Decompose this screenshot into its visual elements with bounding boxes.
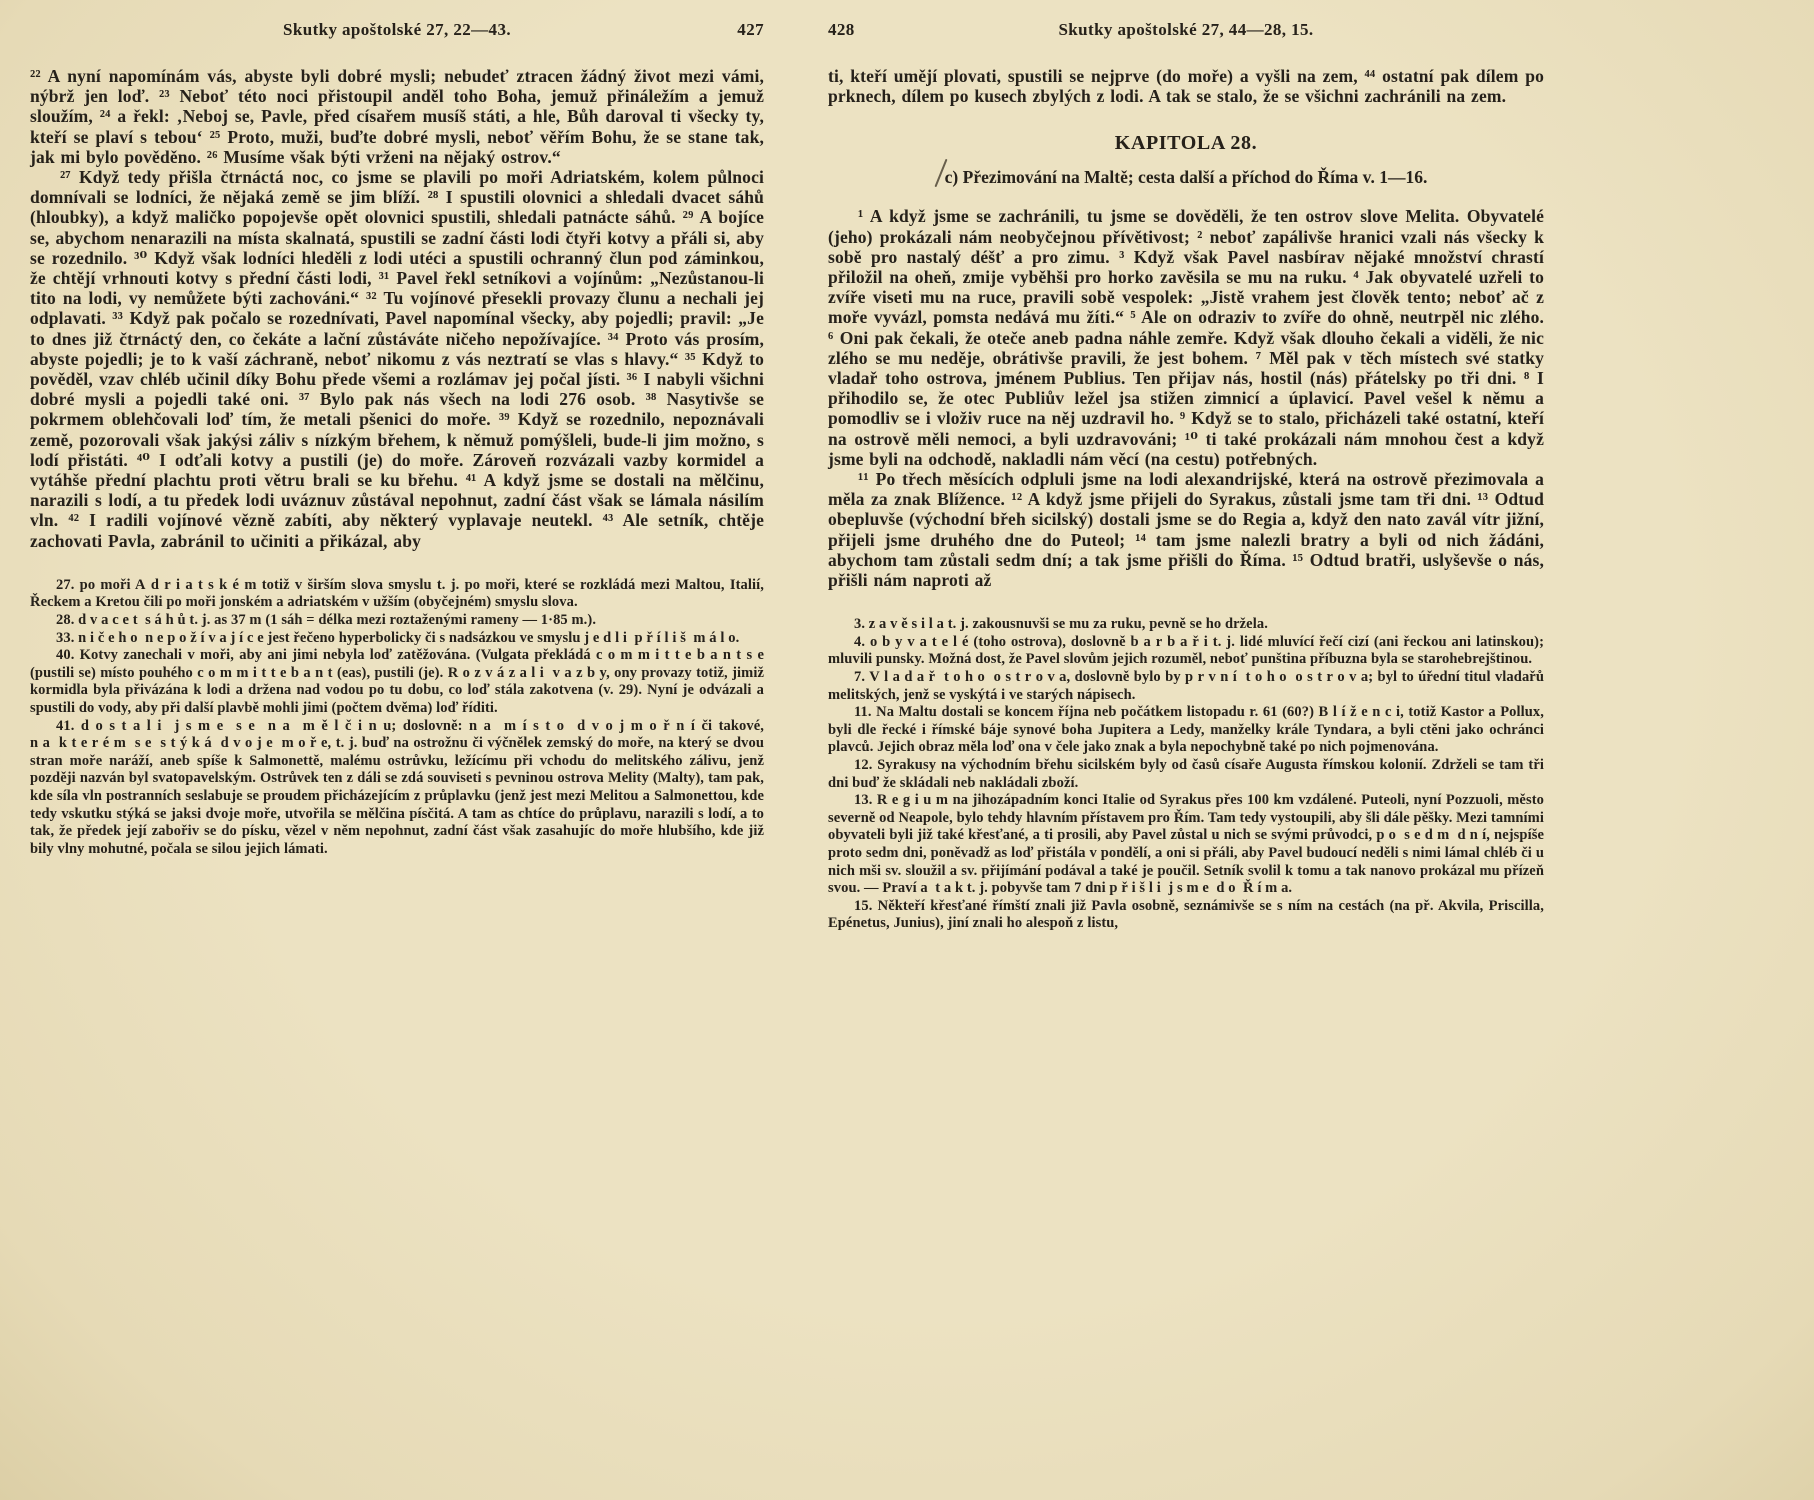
footnote: 3. z a v ě s i l a t. j. zakousnuvši se mu za ruku, pevně se ho držela.	[854, 616, 1268, 633]
right-page	[828, 20, 1544, 933]
footnote: 12. Syrakusy na východním břehu sicilském byly od časů císaře Augusta římskou kolonií. Zdrželi se tam tři dni buď že skládali neb nakládali zboží.	[828, 757, 1544, 791]
running-header-right	[828, 20, 1544, 40]
left-page	[30, 20, 764, 933]
scripture-text	[828, 206, 1544, 590]
page-number: 428	[828, 20, 855, 39]
footnote: 27. po moři A d r i a t s k é m totiž v širším slova smyslu t. j. po moři, které se rozkládá mezi Maltou, Italií, Řeckem a Kretou čili po moři jonském a adriatském v užším (obyčejném) smyslu slova.	[30, 576, 764, 611]
footnote: 4. o b y v a t e l é (toho ostrova), doslovně b a r b a ř i t. j. lidé mluvící řečí cizí (ani řeckou ani latinskou); mluvili punsky. Možná dost, že Pavel slovům jejich rozuměl, neboť punština příbuzna byla se starohebrejštinou.	[828, 633, 1544, 668]
footnote: 13. R e g i u m na jihozápadním konci Italie od Syrakus přes 100 km vzdálené. Puteoli, nyní Pozzuoli, město severně od Neapole, bylo tehdy hlavním přístavem pro Řím. Tam tedy vystoupili, aby šli dále pěšky. Mezi tamními obyvateli byli již také křesťané, a ti prosili, aby Pavel zůstal u nich se svými průvodci, p o s e d m d n í, nejspíše proto sedm dni, poněvadž as loď přistála v pondělí, a oni si přáli, aby Pavel budoucí neděli s nimi lámal chléb či u nich mši sv. sloužil a sv. přijímání podával a také je poučil. Setník svolil k tomu a tak nanovo prokázal mu přízeň svou. — Praví a t a k t. j. pobyvše tam 7 dni p ř i š l i j s m e d o Ř í m a.	[828, 792, 1544, 897]
footnote: 15. Někteří křesťané římští znali již Pavla osobně, seznámivše se s ním na cestách (na př. Akvila, Priscilla, Epénetus, Junius), jiní znali ho alespoň z listu,	[828, 897, 1544, 932]
running-title: Skutky apoštolské 27, 44—28, 15.	[1058, 20, 1314, 39]
footnote: 28. d v a c e t s á h ů t. j. as 37 m (1 sáh = délka mezi roztaženými rameny — 1·85 m.).	[56, 612, 597, 629]
scripture-text-continuation	[828, 66, 1544, 106]
footnote: 33. n i č e h o n e p o ž í v a j í c e jest řečeno hyperbolicky či s nadsázkou ve smyslu j e d l i p ř í l i š m á l o.	[56, 629, 740, 646]
footnote: 40. Kotvy zanechali v moři, aby ani jimi nebyla loď zatěžována. (Vulgata překládá c o m m i t t e b a n t s e (pustili se) místo pouhého c o m m i t t e b a n t (eas), pustili (je). R o z v á z a l i v a z b y, ony provazy totiž, jimiž kormidla byla přivázána k lodi a držena nad vodou po tu dobu, co loď stála zakotvena (v. 29). Nyní je odvázali a spustili do vody, aby při další plavbě mohli jimi (počtem dvěma) loď říditi.	[30, 647, 764, 717]
verse-paragraph: ti, kteří umějí plovati, spustili se nejprve (do moře) a vyšli na zem, ⁴⁴ ostatní pak dílem po prknech, dílem po kusech zbylých z lodi. A tak se stalo, že se všichni zachránili na zem.	[828, 66, 1544, 107]
page-number: 427	[737, 20, 764, 39]
verse-paragraph: ²² A nyní napomínám vás, abyste byli dobré mysli; nebudeť ztracen žádný život mezi vámi, nýbrž jen loď. ²³ Neboť této noci přistoupil anděl toho Boha, jemuž přináležím a jemuž sloužím, ²⁴ a řekl: ‚Neboj se, Pavle, před císařem musíš státi, a hle, Bůh daroval ti všecky ty, kteří se plaví s tebou‘ ²⁵ Proto, muži, buďte dobré mysli, neboť věřím Bohu, že se stane tak, jak mi bylo pověděno. ²⁶ Musíme však býti vrženi na nějaký ostrov.“	[30, 66, 764, 167]
footnote: 7. V l a d a ř t o h o o s t r o v a, doslovně bylo by p r v n í t o h o o s t r o v a; byl to úřední titul vladařů melitských, jenž se vyskýtá i ve starých nápisech.	[828, 669, 1544, 703]
verse-paragraph: ¹¹ Po třech měsících odpluli jsme na lodi alexandrijské, která na ostrově přezimovala a měla za znak Blížence. ¹² A když jsme přijeli do Syrakus, zůstali jsme tam tři dni. ¹³ Odtud obepluvše (východní břeh sicilský) dostali jsme se do Regia a, když den nato zavál vítr jižní, přijeli jsme druhého dne do Puteol; ¹⁴ tam jsme nalezli bratry a byli od nich žádáni, abychom tam zůstali sedm dní; a tak jsme přišli do Říma. ¹⁵ Odtud bratři, uslyševše o nás, přišli nám naproti až	[828, 469, 1544, 591]
footnote: 11. Na Maltu dostali se koncem října neb počátkem listopadu r. 61 (60?) B l í ž e n c i, totiž Kastor a Pollux, byli dle řecké i římské báje synové boha Jupitera a Ledy, manželky krále Tyndara, a byli ctěni jako ochránci plavců. Jejich obraz měla loď ona v čele jako znak a byla nepochybně také po nich pojmenována.	[828, 704, 1544, 756]
running-title: Skutky apoštolské 27, 22—43.	[283, 20, 511, 39]
footnotes-block	[30, 577, 764, 859]
running-header-left	[30, 20, 764, 40]
chapter-heading: KAPITOLA 28.	[1114, 132, 1258, 155]
verse-paragraph: ²⁷ Když tedy přišla čtrnáctá noc, co jsme se plavili po moři Adriatském, kolem půlnoci domnívali se lodníci, že nějaká země se jim blíží. ²⁸ I spustili olovnici a shledali dvacet sáhů (hloubky), a když maličko popojevše opět olovnici spustili, shledali patnácte sáhů. ²⁹ A bojíce se, abychom nenarazili na místa skalnatá, spustili se zadní části lodi čtyři kotvy a přáli si, aby se rozednilo. ³⁰ Když však lodníci hleděli z lodi utéci a spustili ochranný člun pod záminkou, že chtějí vrhnouti kotvy s přední části lodi, ³¹ Pavel řekl setníkovi a vojínům: „Nezůstanou-li tito na lodi, vy nemůžete býti zachováni.“ ³² Tu vojínové přesekli provazy člunu a nechali jej odplavati. ³³ Když pak počalo se rozednívati, Pavel napomínal všecky, aby pojedli; pravil: „Je to dnes již čtrnáctý den, co čekáte a lační zůstáváte ničeho nepožívajíce. ³⁴ Proto vás prosím, abyste pojedli; je to k vaší záchraně, neboť nikomu z vás neztratí se vlas s hlavy.“ ³⁵ Když to pověděl, vzav chléb učinil díky Bohu přede všemi a rozlámav jej počal jísti. ³⁶ I nabyli všichni dobré mysli a pojedli také oni. ³⁷ Bylo pak nás všech na lodi 276 osob. ³⁸ Nasytivše se pokrmem oblehčovali loď tím, že metali pšenici do moře. ³⁹ Když se rozednilo, nepoznávali země, pozorovali však jakýsi záliv s nízkým břehem, k němuž pomýšleli, bude-li jim možno, s lodí přistáti. ⁴⁰ I odťali kotvy a pustili (je) do moře. Zároveň rozvázali vazby kormidel a vytáhše přední plachtu proti větru brali se ku břehu. ⁴¹ A když jsme se dostali na mělčinu, narazili s lodí, a tu předek lodi uváznuv zůstával nepohnut, zadní část však se lámala násilím vln. ⁴² I radili vojínové vězně zabíti, aby některý vyplavaje neutekl. ⁴³ Ale setník, chtěje zachovati Pavla, zabránil to učiniti a přikázal, aby	[30, 167, 764, 551]
scripture-text	[30, 66, 764, 551]
verse-paragraph: ¹ A když jsme se zachránili, tu jsme se dověděli, že ten ostrov slove Melita. Obyvatelé (jeho) prokázali nám neobyčejnou přívětivost; ² neboť zapálivše hranici vzali nás všecky k sobě pro nastalý déšť a pro zimu. ³ Když však Pavel nasbírav nějaké množství chrastí přiložil na oheň, zmije vyběhši pro horko zavěsila se mu na ruku. ⁴ Jak obyvatelé uzřeli to zvíře viseti mu na ruce, pravili sobě vespolek: „Jistě vrahem jest člověk tento; neboť ač z moře vyvázl, pomsta nedává mu žíti.“ ⁵ Ale on odraziv to zvíře do ohně, neutrpěl nic zlého. ⁶ Oni pak čekali, že oteče aneb padna náhle zemře. Když však dlouho čekali a viděli, že nic zlého se mu neděje, obrátivše pravili, že jest bohem. ⁷ Měl pak v těch místech své statky vladař toho ostrova, jménem Publius. Ten přijav nás, hostil (nás) přátelsky po tři dni. ⁸ I přihodilo se, že otec Publiův ležel jsa stižen zimnicí a úplavicí. Pavel vešel k němu a pomodliv se i vloživ ruce na něj uzdravil ho. ⁹ Když se to stalo, přicházeli také ostatní, kteří na ostrově měli nemoci, a byli uzdravováni; ¹⁰ ti také prokázali nám mnohou čest a když jsme byli na odchodě, nakladli nám věcí (na cestu) potřebných.	[828, 206, 1544, 469]
footnote: 41. d o s t a l i j s m e s e n a m ě l č i n u; doslovně: n a m í s t o d v o j m o ř n í či takové, n a k t e r é m s e s t ý k á d v o j e m o ř e, t. j. buď na ostrožnu či výčnělek zemský do moře, na který se dvou stran moře naráží, aneb spíše k Salmonettě, malému ostrůvku, ležícímu při vchodu do melitského zálivu, jenž později nazván byl svatopavelským. Ostrůvek ten z dáli se zdá souviseti s pevninou ostrova Melity (Malty), tam pak, kde síla vln postranních seslabuje se proudem přicházejícím z průplavku (jenž jest mezi Melitou a Salmonettou, kde tedy vskutku stýká se jaksi dvoje moře, utvořila se mělčina písčitá. A tam as chtíce do průplavu, narazili s lodí, a to tak, že předek její zabořiv se do písku, vězel v něm nepohnut, zadní část však zasahujíc do moře hlubšího, kde již bily vlny mohutné, počala se silou jejich lámati.	[30, 717, 764, 857]
section-heading: c) Přezimování na Maltě; cesta další a příchod do Říma v. 1—16.	[944, 167, 1428, 188]
footnotes-block	[828, 616, 1544, 933]
